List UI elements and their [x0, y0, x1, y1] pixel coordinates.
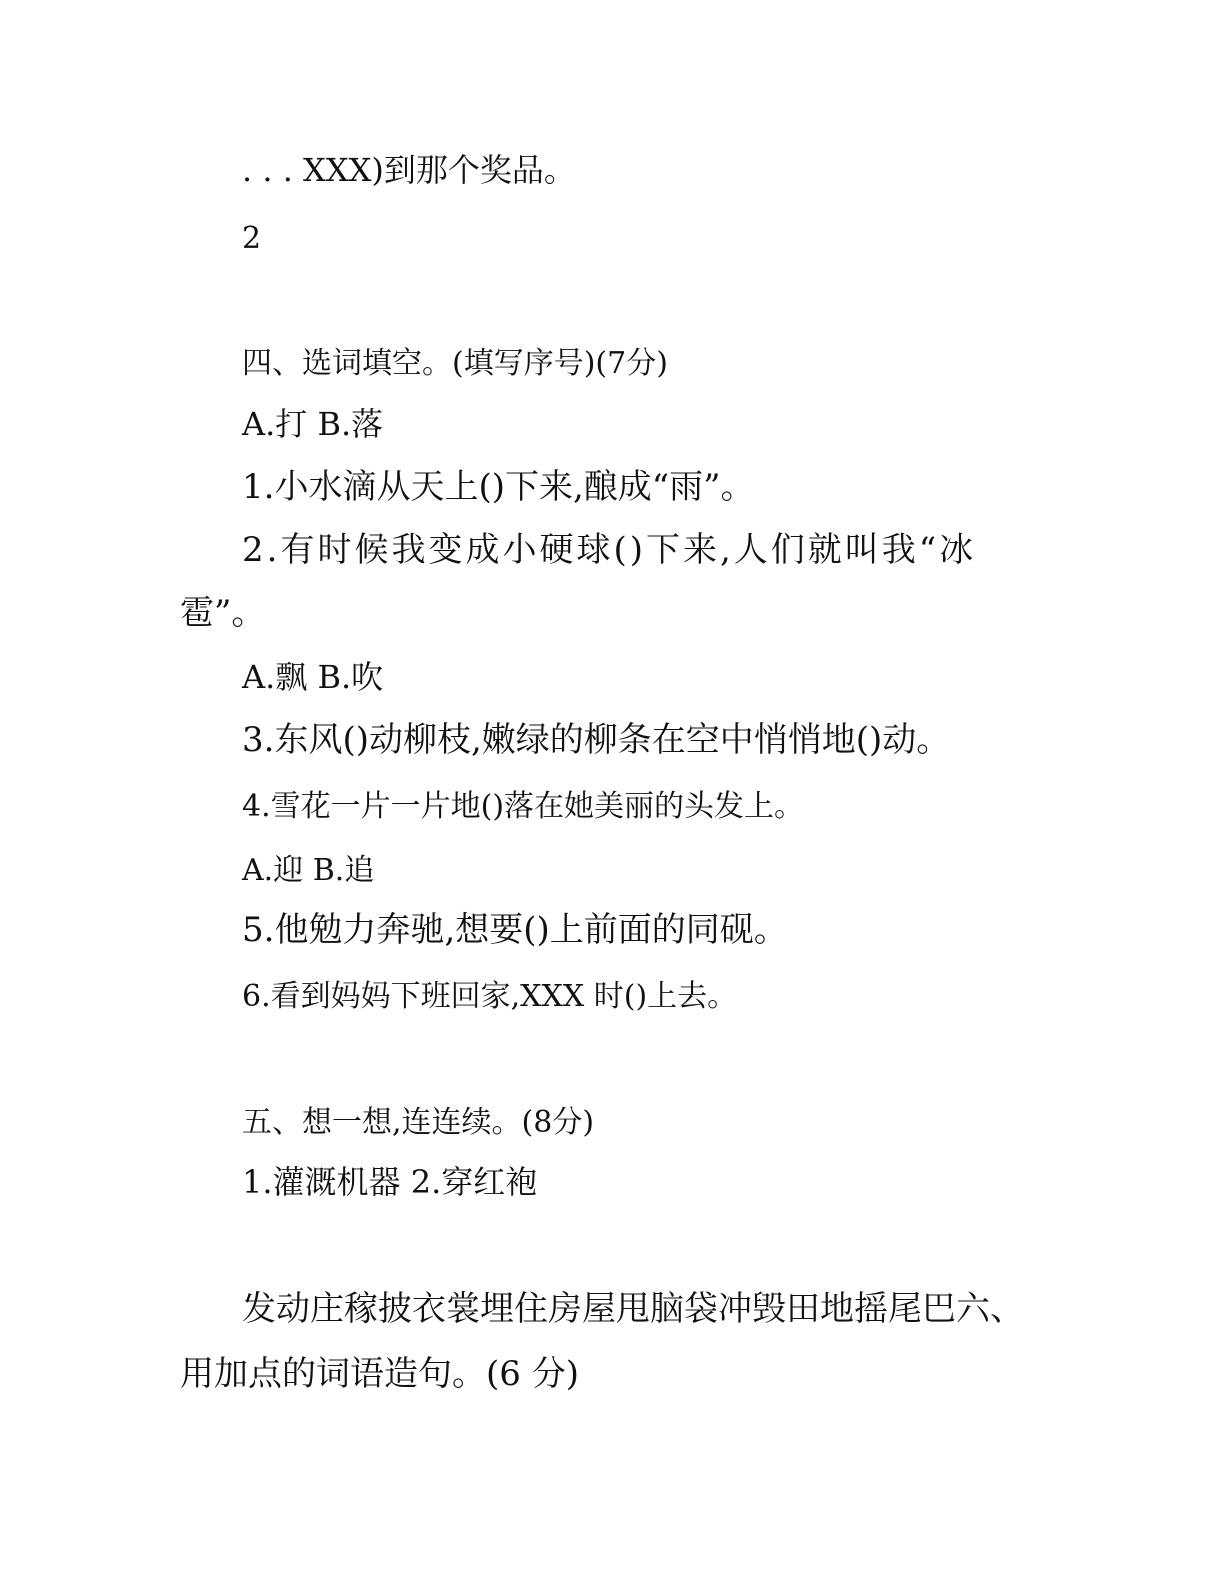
matching-line: 发动庄稼披衣裳埋住房屋甩脑袋冲毁田地摇尾巴六、	[242, 1289, 1024, 1329]
question-line: 1.小水滴从天上()下来,酿成“雨”。	[242, 467, 755, 507]
question-line: 2.有时候我变成小硬球()下来,人们就叫我“冰	[242, 530, 977, 570]
option-line: A.迎 B.追	[242, 853, 375, 888]
text-line: . . . XXX)到那个奖品。	[242, 151, 576, 189]
section-heading-6: 用加点的词语造句。(6 分)	[180, 1354, 579, 1394]
page-number: 2	[242, 221, 262, 256]
question-line: 3.东风()动柳枝,嫩绿的柳条在空中悄悄地()动。	[242, 720, 951, 760]
section-heading-4: 四、选词填空。(填写序号)(7分)	[242, 346, 668, 381]
question-line: 5.他勉力奔驰,想要()上前面的同砚。	[242, 910, 788, 950]
option-line: A.飘 B.吹	[242, 658, 384, 696]
question-line-continuation: 雹”。	[180, 593, 266, 633]
option-line: A.打 B.落	[242, 405, 384, 443]
question-line: 4.雪花一片一片地()落在她美丽的头发上。	[242, 789, 805, 824]
question-line: 6.看到妈妈下班回家,XXX 时()上去。	[242, 979, 738, 1014]
matching-line: 1.灌溉机器 2.穿红袍	[242, 1163, 538, 1201]
section-heading-5: 五、想一想,连连续。(8分)	[242, 1105, 595, 1140]
